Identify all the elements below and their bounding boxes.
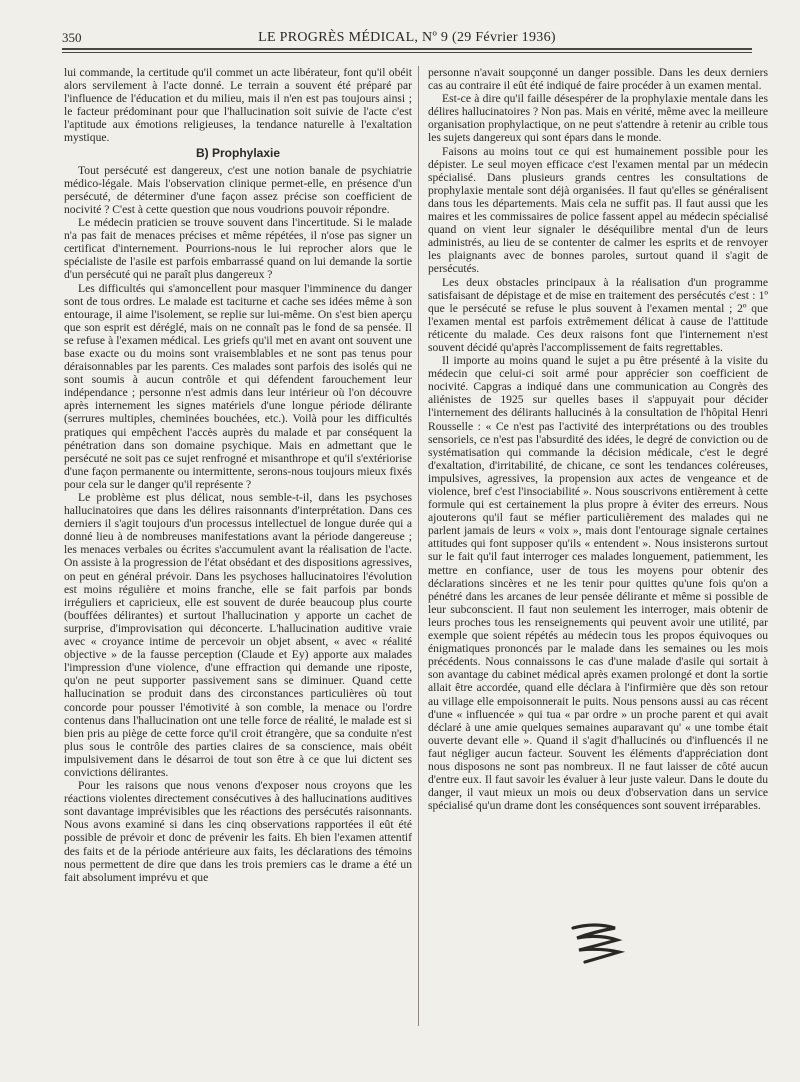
page-header <box>62 30 752 50</box>
column-divider <box>418 66 419 1026</box>
end-ornament-icon <box>565 918 625 968</box>
right-column <box>428 66 768 812</box>
left-column <box>64 66 412 884</box>
section-heading: B) Prophylaxie <box>195 145 281 160</box>
paragraph: Il importe au moins quand le sujet a pu être présenté à la visite du médecin que celui-ci soit armé pour apprécier son coefficient de nocivité. Capgras a indiqué dans une communication au Congrès des aliénistes de 1925 sur quelles bases il s'appuyait pour décider l'internement des délirants hallucinés à la consultation de l'hôpital Henri Rousselle : « Ce n'est pas l'activité des interprétations ou des troubles sensoriels, ce n'est pas l'absurdité des idées, le degré de conviction ou de systématisation qui commande la décision médicale, c'est le degré d'exaltation, d'irritabilité, de chicane, ce sont les tendances coléreuses, impulsives, agressives, la propension aux actes de vengeance et de violence, bref c'est l'insociabilité ». Nous souscrivons entièrement à cette formule qui est certainement la plus propre à éviter des erreurs. Nous ajouterons qu'il faut se méfier particulièrement des malades qui ne parlent jamais de leurs « voix », mais dont l'entourage signale certaines attitudes qui font supposer qu'ils « entendent ». Nous insisterons surtout sur le fait qu'il faut interroger ces malades longuement, patiemment, les mettre en confiance, user de tous les moyens pour obtenir des déclarations sincères et ne les tenir pour quittes qu'une fois qu'on a pénétré dans les arcanes de leur pensée délirante et même si possible de leur subconscient. Il faut non seulement les interroger, mais obtenir de leurs proches tous les renseignements qui peuvent avoir une utilité, par exemple que soient répétés au médecin tous les propos équivoques ou énigmatiques prononcés par le malade dans les semaines ou les mois précédents. Nous connaissons le cas d'une malade d'asile qui sortait à son avantage du cabinet médical après examen prolongé et dont la sortie allait être accordée, quand elle déclara à l'infirmière que dès son retour au village elle empoisonnerait le puits. Nous pensons aussi au cas récent d'une « influencée » qui tua « par ordre » un proche parent et qui avait déclaré à une amie quelques semaines auparavant qu' « une tombe était ouverte devant elle ». Quand il s'agit d'hallucinés ou d'influencés il ne faut négliger aucun facteur. Souvent les éléments d'appréciation dont nous disposons ne sont pas nombreux. Il ne faut laisser de côté aucun d'entre eux. Il faut savoir les évaluer à leur juste valeur. Dans le doute du danger, il vaut mieux un mois ou deux d'observation dans un service spécialisé qu'un drame dont les conséquences sont souvent irréparables. <box>428 354 768 813</box>
paragraph: Pour les raisons que nous venons d'exposer nous croyons que les réactions violentes directement consécutives à des hallucinations auditives sont davantage imprévisibles que les réactions des persécutés raisonnants. Nous avons examiné si dans les cinq observations rapportées il eût été possible de prévoir et donc de prévenir les faits. Eh bien l'examen attentif des faits et de la période antérieure aux faits, les déclarations des témoins nous permettent de dire que dans les trois premiers cas le drame a été un fait absolument imprévu et que <box>64 779 412 884</box>
paragraph: Le problème est plus délicat, nous semble-t-il, dans les psychoses hallucinatoires que dans les délires raisonnants d'interprétation. Dans ces derniers il s'agit toujours d'un processus intellectuel de longue durée qui a donné lieu à de nombreuses manifestations avant la période dangereuse ; les menaces verbales ou écrites s'accumulent avant la réalisation de l'acte. On assiste à la progression de l'état obsédant et des dispositions agressives, on peut en général prévoir. Dans les psychoses hallucinatoires l'évolution est moins régulière et moins franche, elle se fait parfois par bonds irréguliers et capricieux, elle est souvent de durée beaucoup plus courte (bouffées délirantes) et surtout l'hallucination y apporte un cachet de surprise, d'improvisation qui déconcerte. L'hallucination auditive vraie avec « croyance intime de percevoir un objet absent, « avec « réalité objective » de la fausse perception (Claude et Ey) apporte aux malades l'impression d'une violence, d'une effraction qui demande une riposte, qu'on ne peut supporter passivement sans se diminuer. Quand cette hallucination se produit dans des circonstances particulières où tout concorde pour pousser l'émotivité à son comble, la menace ou l'ordre contenus dans l'hallucination ont une telle force de réalité, le malade est si bien pris au piège de cette force qu'il croit étrangère, que sa conduite n'est plus sous le contrôle des parties claires de sa conscience, mais obéit impulsivement dans le désarroi de tout son être à ce que lui dictent ses convictions délirantes. <box>64 491 412 779</box>
header-rule-thick <box>62 48 752 50</box>
journal-title: LE PROGRÈS MÉDICAL, Nº 9 (29 Février 1936) <box>258 30 556 45</box>
paragraph: Faisons au moins tout ce qui est humainement possible pour les dépister. Le seul moyen efficace c'est l'examen mental par un médecin spécialisé. Dans plusieurs grands centres les consultations de prophylaxie mentale sont déjà organisées. Il faut qu'elles se généralisent dans tous les départements. Mais cela ne suffit pas. Il faut aussi que les maires et les commissaires de police fassent appel au médecin spécialisé quand on vient leur signaler le déséquilibre mental d'un de leurs administrés, au lieu de se contenter de calmer les esprits et de renvoyer les plaignants avec de bonnes paroles, surtout quand il s'agit de persécutés. <box>428 144 768 276</box>
paragraph: Les difficultés qui s'amoncellent pour masquer l'imminence du danger sont de tous ordres. Le malade est taciturne et cache ses idées même à son entourage, il aime l'isolement, se replie sur lui-même. On s'est bien aperçu que son esprit est déréglé, mais on ne connaît pas le fond de sa pensée. Il se refuse à l'examen médical. Les griefs qu'il met en avant ont souvent une base exacte ou du moins sont vraisemblables et ne sont pas tenus pour déraisonnables par les parents. Ces malades sont parfois des isolés qui ne sont soumis à aucun contrôle et qui défendent farouchement leur indépendance ; personne n'est admis dans leur intérieur où l'on découvre après internement les signes matériels d'une longue période délirante (serrures multiples, cheminées bouchées, etc.). Voilà pour les difficultés pratiques qui empêchent l'accès auprès du malade et par conséquent la pénétration dans son domaine psychique. Mais en admettant que le persécuté ne soit pas ce sujet renfrogné et misanthrope et qu'il s'extériorise d'une façon permanente ou intermittente, serons-nous toujours mieux fixés pour cela sur le danger qu'il représente ? <box>64 281 412 491</box>
header-rule-thin <box>62 52 752 53</box>
paragraph: Le médecin praticien se trouve souvent dans l'incertitude. Si le malade n'a pas fait de menaces précises et même répétées, il n'ose pas signer un certificat d'internement. Pourrions-nous le lui reprocher alors que le spécialiste de l'asile est parfois embarrassé quand on lui demande la sortie d'un persécuté qui ne paraît plus dangereux ? <box>64 216 412 282</box>
paragraph: Les deux obstacles principaux à la réalisation d'un programme satisfaisant de dépistage et de mise en traitement des persécutés c'est : 1º que le persécuté se refuse le plus souvent à l'examen mental ; 2º que l'examen mental est parfois extrêmement délicat à cause de l'attitude réticente du malade. Ces deux raisons font que l'internement n'est souvent décidé qu'après l'accomplissement de faits regrettables. <box>428 275 768 354</box>
page-number: 350 <box>62 30 82 45</box>
paragraph: Tout persécuté est dangereux, c'est une notion banale de psychiatrie médico-légale. Mais l'observation clinique permet-elle, en présence d'un persécuté, de déterminer d'une façon assez précise son coefficient de nocivité ? C'est à cette question que nous voudrions pouvoir répondre. <box>64 163 412 216</box>
paragraph: lui commande, la certitude qu'il commet un acte libérateur, font qu'il obéit alors servilement à l'acte donné. Le terrain a souvent été préparé par l'influence de l'éducation et du milieu, mais il n'en est pas toujours ainsi ; le facteur prédominant pour que l'hallucination soit suivie de l'acte c'est l'aptitude aux émotions religieuses, la tendance naturelle à l'exaltation mystique. <box>64 66 412 145</box>
paragraph: personne n'avait soupçonné un danger possible. Dans les deux derniers cas au contraire il eût été indiqué de faire procéder à un examen mental. <box>428 66 768 93</box>
paragraph: Est-ce à dire qu'il faille désespérer de la prophylaxie mentale dans les délires hallucinatoires ? Non pas. Mais en vérité, même avec la meilleure organisation prophylactique, on ne peut s'attendre à retenir au crible tous les sujets dangereux qui sont épars dans le monde. <box>428 92 768 145</box>
